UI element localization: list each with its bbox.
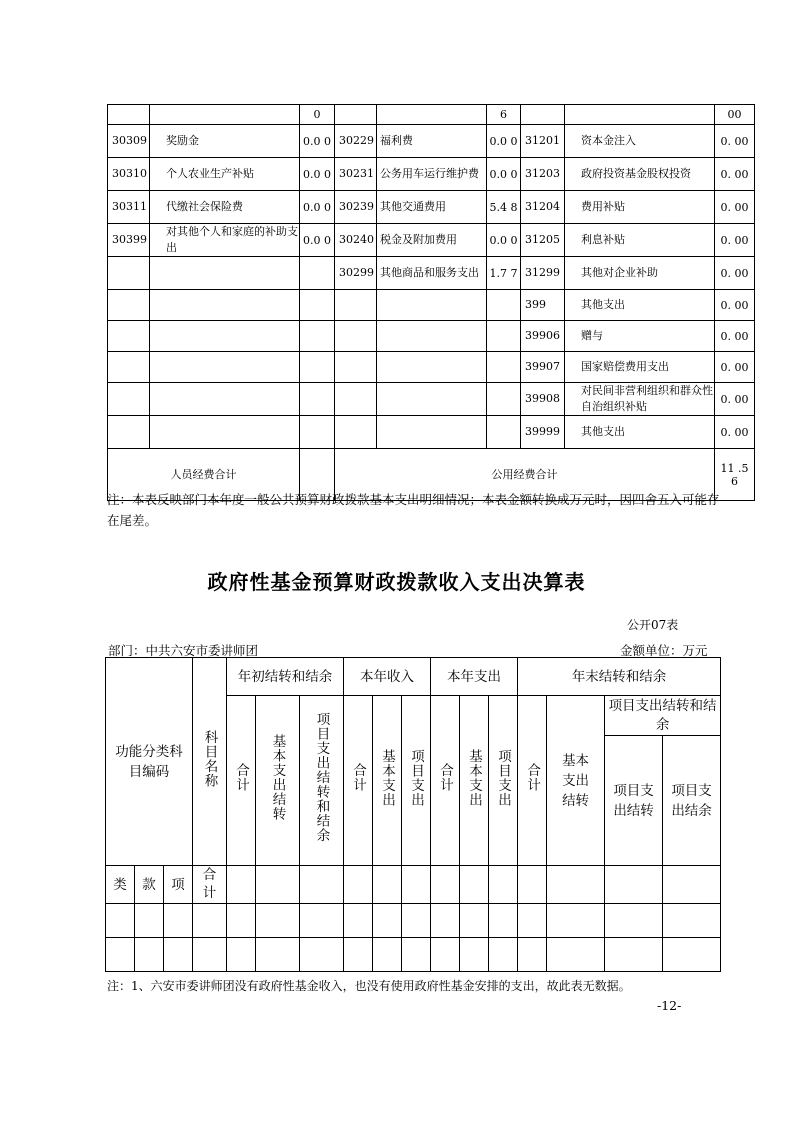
amount-cell: 0. 00 (715, 224, 755, 257)
header-row-1 (106, 658, 721, 696)
amount-cell: 1.7 7 (487, 257, 521, 290)
econ-code-cell (108, 290, 150, 321)
econ-name-cell (377, 290, 487, 321)
econ-name-cell (150, 416, 300, 449)
table-row (108, 191, 755, 224)
closing-total-header: 合计 (518, 696, 547, 866)
basic-expenditure-detail-table (107, 104, 755, 501)
econ-name-cell (150, 321, 300, 352)
econ-code-cell: 30240 (335, 224, 377, 257)
amount-cell: 0.0 0 (300, 158, 335, 191)
econ-name-cell (565, 105, 715, 125)
econ-code-cell (108, 321, 150, 352)
econ-code-cell: 31205 (521, 224, 565, 257)
amount-cell (300, 321, 335, 352)
government-fund-table (105, 657, 721, 972)
opening-header: 年初结转和结余 (227, 658, 344, 696)
econ-code-cell (521, 105, 565, 125)
class-header: 类 (106, 866, 135, 904)
income-project-header: 项目支出 (402, 696, 431, 866)
econ-code-cell: 30311 (108, 191, 150, 224)
econ-code-cell (108, 105, 150, 125)
econ-code-cell: 30310 (108, 158, 150, 191)
econ-name-cell: 其他支出 (565, 416, 715, 449)
econ-code-cell: 39906 (521, 321, 565, 352)
kuan-header: 款 (135, 866, 164, 904)
econ-code-cell: 31299 (521, 257, 565, 290)
amount-cell: 0. 00 (715, 383, 755, 416)
econ-code-cell (108, 416, 150, 449)
econ-code-cell (335, 383, 377, 416)
subject-name-header: 科目名称 (193, 658, 227, 866)
amount-cell: 0.0 0 (487, 224, 521, 257)
econ-name-cell (377, 416, 487, 449)
amount-cell (487, 383, 521, 416)
table-row (108, 321, 755, 352)
amount-cell (487, 321, 521, 352)
expense-project-header: 项目支出 (489, 696, 518, 866)
econ-code-cell: 30229 (335, 125, 377, 158)
table-row (108, 257, 755, 290)
table2-note: 注：1、六安市委讲师团没有政府性基金收入，也没有使用政府性基金安排的支出，故此表无数据。 (107, 979, 631, 993)
econ-name-cell: 对民间非营利组织和群众性自治组织补贴 (565, 383, 715, 416)
page-number: -12- (657, 998, 682, 1013)
table1-body (108, 105, 755, 449)
econ-name-cell: 公务用车运行维护费 (377, 158, 487, 191)
econ-code-cell (335, 321, 377, 352)
table-row (108, 158, 755, 191)
expense-header: 本年支出 (431, 658, 518, 696)
income-total-header: 合计 (344, 696, 373, 866)
econ-name-cell: 利息补贴 (565, 224, 715, 257)
amount-unit-label: 金额单位：万元 (620, 643, 708, 658)
amount-cell: 0.0 0 (487, 158, 521, 191)
department-label: 部门：中共六安市委讲师团 (108, 643, 259, 658)
econ-name-cell: 其他支出 (565, 290, 715, 321)
closing-project-carry-balance-header: 项目支出结转和结余 (605, 696, 721, 736)
amount-cell: 0. 00 (715, 416, 755, 449)
econ-code-cell: 31203 (521, 158, 565, 191)
table-row (108, 125, 755, 158)
econ-name-cell (150, 290, 300, 321)
table-row (108, 290, 755, 321)
econ-name-cell (150, 105, 300, 125)
econ-code-cell: 39908 (521, 383, 565, 416)
func-code-header: 功能分类科目编码 (106, 658, 193, 866)
econ-name-cell: 其他商品和服务支出 (377, 257, 487, 290)
amount-cell (300, 383, 335, 416)
opening-project-carry-balance-header: 项目支出结转和结余 (300, 696, 344, 866)
econ-code-cell: 31201 (521, 125, 565, 158)
econ-name-cell: 其他交通费用 (377, 191, 487, 224)
econ-name-cell: 资本金注入 (565, 125, 715, 158)
amount-cell: 00 (715, 105, 755, 125)
closing-header: 年末结转和结余 (518, 658, 721, 696)
econ-name-cell: 税金及附加费用 (377, 224, 487, 257)
econ-name-cell: 福利费 (377, 125, 487, 158)
econ-code-cell: 30399 (108, 224, 150, 257)
income-basic-header: 基本支出 (373, 696, 402, 866)
econ-code-cell: 30299 (335, 257, 377, 290)
amount-cell: 0. 00 (715, 290, 755, 321)
amount-cell: 0 (300, 105, 335, 125)
amount-cell: 0. 00 (715, 191, 755, 224)
amount-cell (300, 416, 335, 449)
econ-name-cell (150, 383, 300, 416)
amount-cell (300, 290, 335, 321)
table2-title: 政府性基金预算财政拨款收入支出决算表 (207, 570, 586, 594)
econ-code-cell: 39907 (521, 352, 565, 383)
table-row (108, 224, 755, 257)
amount-cell: 0. 00 (715, 257, 755, 290)
econ-code-cell (108, 383, 150, 416)
econ-name-cell: 奖励金 (150, 125, 300, 158)
econ-code-cell: 39999 (521, 416, 565, 449)
econ-name-cell: 费用补贴 (565, 191, 715, 224)
econ-name-cell: 政府投资基金股权投资 (565, 158, 715, 191)
closing-project-balance-header: 项目支出结余 (663, 736, 721, 866)
amount-cell: 0.0 0 (487, 125, 521, 158)
opening-basic-carry-header: 基本支出结转 (256, 696, 300, 866)
expense-total-header: 合计 (431, 696, 460, 866)
econ-name-cell: 对其他个人和家庭的补助支出 (150, 224, 300, 257)
econ-name-cell (377, 352, 487, 383)
table-row (108, 416, 755, 449)
xiang-header: 项 (164, 866, 193, 904)
header-row-4 (106, 866, 721, 904)
amount-cell: 5.4 8 (487, 191, 521, 224)
expense-basic-header: 基本支出 (460, 696, 489, 866)
table2-empty-row (106, 904, 721, 938)
econ-name-cell: 国家赔偿费用支出 (565, 352, 715, 383)
amount-cell: 0. 00 (715, 352, 755, 383)
amount-cell: 0.0 0 (300, 224, 335, 257)
econ-name-cell (150, 257, 300, 290)
econ-code-cell: 30239 (335, 191, 377, 224)
econ-code-cell (108, 257, 150, 290)
econ-name-cell: 个人农业生产补贴 (150, 158, 300, 191)
amount-cell: 0. 00 (715, 158, 755, 191)
public-total-value: 11 .5 6 (715, 449, 755, 501)
amount-cell (300, 352, 335, 383)
econ-name-cell (377, 105, 487, 125)
closing-basic-carry-header: 基本支出结转 (547, 696, 605, 866)
public-total-label: 公用经费合计 (335, 449, 715, 501)
econ-name-cell: 代缴社会保险费 (150, 191, 300, 224)
econ-code-cell: 30231 (335, 158, 377, 191)
econ-name-cell: 其他对企业补助 (565, 257, 715, 290)
closing-project-carry-header: 项目支出结转 (605, 736, 663, 866)
amount-cell: 6 (487, 105, 521, 125)
amount-cell (487, 352, 521, 383)
amount-cell: 0.0 0 (300, 125, 335, 158)
amount-cell: 0.0 0 (300, 191, 335, 224)
amount-cell (300, 257, 335, 290)
econ-code-cell: 30309 (108, 125, 150, 158)
econ-code-cell (335, 352, 377, 383)
opening-total-header: 合计 (227, 696, 256, 866)
econ-code-cell (108, 352, 150, 383)
income-header: 本年收入 (344, 658, 431, 696)
table1-note: 注：本表反映部门本年度一般公共预算财政拨款基本支出明细情况；本表金额转换成万元时，因四舍五入可能存在尾差。 (107, 492, 720, 528)
econ-code-cell (335, 105, 377, 125)
amount-cell: 0. 00 (715, 125, 755, 158)
econ-code-cell: 31204 (521, 191, 565, 224)
econ-name-cell (377, 383, 487, 416)
amount-cell: 0. 00 (715, 321, 755, 352)
econ-code-cell: 399 (521, 290, 565, 321)
heji-header: 合计 (193, 866, 227, 904)
table2-empty-row (106, 938, 721, 972)
econ-name-cell (150, 352, 300, 383)
econ-code-cell (335, 416, 377, 449)
table-row (108, 352, 755, 383)
econ-name-cell (377, 321, 487, 352)
personnel-total-label: 人员经费合计 (108, 449, 300, 501)
table-row (108, 105, 755, 125)
econ-code-cell (335, 290, 377, 321)
amount-cell (487, 290, 521, 321)
econ-name-cell: 赠与 (565, 321, 715, 352)
table-row (108, 383, 755, 416)
amount-cell (487, 416, 521, 449)
form-number: 公开07表 (627, 618, 679, 632)
